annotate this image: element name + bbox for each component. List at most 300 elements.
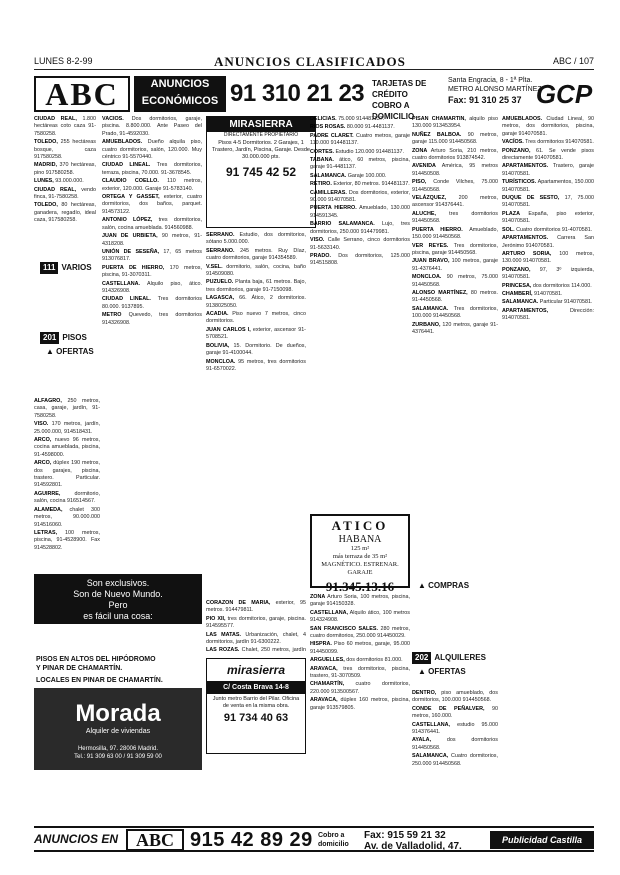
section-ofertas <box>46 346 94 358</box>
anuncios-label <box>134 76 226 112</box>
classified-ad-heading: VISO. <box>310 237 325 244</box>
classified-ad <box>412 211 498 226</box>
anuncios-line1: ANUNCIOS <box>150 78 210 90</box>
section-varios <box>40 262 92 274</box>
classified-ad <box>206 279 306 294</box>
classified-ad-heading: CORAZÓN DE MARÍA, <box>206 600 271 606</box>
issue-date: LUNES 8-2-99 <box>34 56 93 66</box>
morada-phone: Tel.: 91 309 63 00 / 91 309 59 00 <box>74 754 162 760</box>
classified-ad-text: exterior, 95 metros. 914479811. <box>206 600 306 614</box>
classified-ad-heading: ALUCHE, <box>412 210 436 217</box>
classified-ad-heading: DELICIAS. <box>310 116 337 122</box>
classified-ad-text: tres dormitorios, piscina, trastero, 91-3070509. <box>310 665 410 680</box>
classified-ad-text: Tres dormitorios, piscina, garaje 914450568. <box>412 242 498 256</box>
classified-ad-heading: SALAMANCA. <box>310 172 347 179</box>
classified-ad <box>102 296 202 311</box>
classified-ad-text: 120 metros, garaje 91-4376441. <box>412 321 498 335</box>
classified-ad-heading: ARCO, <box>34 460 52 467</box>
morada-intro1: PISOS EN ALTOS DEL HIPÓDROMO <box>36 656 156 663</box>
classified-ad <box>412 163 498 178</box>
classified-ad-heading: CIUDAD REAL, <box>34 116 77 122</box>
classified-ad <box>412 132 498 147</box>
classified-ad <box>412 306 498 321</box>
classified-ad <box>412 274 498 289</box>
classified-ad-heading: JUAN BRAVO, <box>412 258 450 265</box>
classified-ad-text: Chalet, 250 metros, jardín <box>241 647 306 654</box>
classified-ad-text: piso amueblado, dos dormitorios, 100.000 914450568. <box>412 690 498 704</box>
column-6 <box>412 116 498 576</box>
classified-ad-heading: DENTRO, <box>412 690 437 696</box>
classified-ad-heading: RETIRO. <box>310 181 332 188</box>
classified-ad-text: dúplex 190 metros, dos garajes, piscina, trastero. Particular. 914592801. <box>34 460 100 489</box>
classified-ad-text: 90 metros, garaje 115.000 914450568. <box>412 131 498 146</box>
classified-ad-text: Estudio 120.000 914481137. <box>333 148 405 155</box>
footer-street: Av. de Valladolid, 47. <box>364 841 462 852</box>
classified-ad <box>102 265 202 280</box>
atico-habana-ad <box>310 514 410 594</box>
classified-ad-text: Quevedo, tres dormitorios 914326908. <box>102 312 202 326</box>
anuncios-line2: ECONÓMICOS <box>141 95 219 107</box>
classified-ad <box>310 681 410 696</box>
atico-features: MAGNÉTICO. ESTRENAR. GARAJE <box>321 561 399 576</box>
classified-ad-text: nuevo 96 metros, cocina amueblada, piscina, 91-4598000. <box>34 437 100 458</box>
classified-ad-text: 280 metros, cuatro dormitorios, 250.000 914450029. <box>310 625 410 640</box>
classified-ad-heading: V.SEL. <box>206 263 223 270</box>
classified-ad-text: 17, 65 metros 913076817. <box>102 248 202 263</box>
page-footer <box>34 826 594 852</box>
classified-ad-text: 100 metros, 130.000 914070581. <box>502 250 594 265</box>
classified-ad-text: Alquilo ático, 100 metros 914324908. <box>310 609 410 624</box>
mirasierra-small-logo: mirasierra <box>226 663 286 677</box>
classified-ad <box>412 322 498 337</box>
classified-ad-text: Piso 60 metros, garaje, 95.000 914450099. <box>310 641 410 655</box>
classified-ad-heading: PADRE CLARET. <box>310 132 354 139</box>
classified-ad-text: dos dormitorios 114.000. <box>531 282 592 289</box>
classified-ad-text: Tres dormitorios, 100.000 914450568. <box>412 305 498 320</box>
classified-ad-text: Conde Vilches, 75.000 914450568. <box>412 179 498 193</box>
classified-ad <box>206 359 306 374</box>
classified-ad-heading: VACÍOS. <box>502 139 524 146</box>
classified-ad-text: Tres dormitorios, terraza, piscina, 70.000. 91-3678545. <box>102 162 202 176</box>
column-1-bottom <box>34 398 100 568</box>
classified-ad-text: 93.000.000. <box>53 178 84 185</box>
classified-ad-text: España, piso exterior, 914070581. <box>502 210 594 225</box>
gcp-address: Santa Engracia, 8 - 1ª Plta. <box>448 77 533 84</box>
classified-ad-text: dormitorio, salón, cocina, baño 914509080. <box>206 263 306 278</box>
classified-ad-heading: BARRIO SALAMANCA. <box>310 221 375 228</box>
classified-ad-heading: SERRANO. <box>206 247 235 254</box>
classified-ad-heading: CORTES. <box>310 148 334 155</box>
footer-cobro2: domicilio <box>318 841 349 848</box>
classified-ad-text: Dos dormitorios, 125.000 914515808. <box>310 252 410 267</box>
classified-ad-heading: PRADO. <box>310 252 331 259</box>
exclusive-line3: Pero <box>108 600 128 610</box>
section-varios-label: VARIOS <box>61 263 92 272</box>
morada-sub: Alquiler de viviendas <box>85 728 151 735</box>
classified-ad-heading: CIUDAD LINEAL. <box>102 296 151 303</box>
classified-ad <box>310 124 410 131</box>
classified-ad-text: Arturo Soria, 100 metros, piscina, garaje 914150328. <box>310 594 410 608</box>
classified-ad-heading: CLAUDIO COELLO. <box>102 178 159 185</box>
classified-ad <box>34 116 96 138</box>
classified-ad-text: Amueblado, 150.000 914450568. <box>412 226 498 241</box>
classified-ad-heading: LAS MATAS. <box>206 631 242 638</box>
classified-ad <box>102 194 202 216</box>
classified-ad-heading: MONCLOA. <box>206 358 236 365</box>
classified-ad <box>102 233 202 248</box>
atico-size: 125 m² <box>350 545 370 552</box>
classified-ad-heading: AGUIRRE, <box>34 490 61 497</box>
classified-ad <box>502 116 594 138</box>
classified-ad <box>310 237 410 252</box>
classified-ad-text: dos dormitorios 81.000. <box>344 657 403 664</box>
classified-ad <box>502 267 594 282</box>
classified-ad <box>310 157 410 172</box>
classified-ad <box>206 632 306 647</box>
classified-ad-text: 170 metros, jardín, 25.000.000, 914518431. <box>34 421 100 435</box>
classified-ad-text: 110 metros, exterior, 120.000. Garaje 91-5783140. <box>102 178 202 192</box>
mirasierra-small-address: C/ Costa Brava 14-8 <box>207 681 305 694</box>
exclusive-line4: es fácil una cosa: <box>83 611 153 621</box>
gcp-logo: GCP <box>535 79 593 109</box>
classified-ad <box>412 258 498 273</box>
section-alquileres <box>412 652 486 664</box>
classified-ad-heading: PISAN CHAMARTÍN, <box>412 116 466 122</box>
classified-ad-heading: AMUEBLADOS. <box>102 139 143 146</box>
arrow-icon: ▲ <box>418 667 429 676</box>
atico-title: ATICO <box>331 518 389 533</box>
section-pisos-label: PISOS <box>62 333 87 342</box>
classified-ad-text: 66. Ático, 2 dormitorios. 9138025050. <box>206 295 306 309</box>
classified-ad-text: dos dormitorios 914450568. <box>412 737 498 751</box>
classified-ad-heading: MADRID, <box>34 162 58 169</box>
classified-ad <box>412 690 498 705</box>
classified-ad-text: Lujo, tres dormitorios, 250.000 914479981. <box>310 221 410 235</box>
classified-ad-text: Dos dormitorios, garaje, piscina. 8.800.000. Ante Paseo del Prado, 91-4592030. <box>102 116 202 137</box>
classified-ad <box>102 178 202 193</box>
classified-ad <box>310 173 410 180</box>
morada-ad <box>34 652 202 770</box>
publicidad-castilla-logo: Publicidad Castilla <box>490 831 594 849</box>
classified-ad <box>102 139 202 161</box>
classified-ad <box>502 299 594 306</box>
classified-ad <box>502 235 594 250</box>
classified-ad-text: Calle Serrano, cinco dormitorios 91-5633140. <box>310 237 410 251</box>
banner-phone: 91 310 21 23 <box>230 80 365 107</box>
exclusive-cta: Información <box>85 625 150 640</box>
classified-ad <box>310 626 410 641</box>
classified-ad-heading: JUAN CARLOS I, <box>206 326 251 333</box>
classified-ad-text: Exterior, 80 metros. 914481137. <box>331 181 410 188</box>
classified-ad-heading: ACADIA. <box>206 311 229 318</box>
classified-ad-text: Tres dormitorios 80.000. 9137895. <box>102 296 202 310</box>
classified-ad-text: ático, 60 metros, piscina, garaje 91-4481137. <box>310 157 410 171</box>
classified-ad-heading: PIO XII, <box>206 615 226 622</box>
classified-ad-text: exterior, cuatro dormitorios, dos baños, parquet. 914573122. <box>102 194 202 215</box>
classified-ad-text: dúplex 160 metros, piscina, garaje 913579805. <box>310 697 410 711</box>
classified-ad-heading: SALAMANCA, <box>412 753 449 760</box>
section-alquileres-label: ALQUILERES <box>434 653 486 662</box>
classified-ad <box>310 181 410 188</box>
classified-ad-text: vendo finca, 91-7580258. <box>34 186 96 201</box>
classified-ad-text: 255 hectáreas bosque, caza 917580258. <box>34 139 96 161</box>
classified-ad <box>502 283 594 290</box>
section-ofertas-2 <box>418 666 466 678</box>
classified-ad <box>206 600 306 615</box>
footer-address <box>364 830 462 852</box>
footer-fax: Fax: 915 59 21 32 <box>364 830 446 841</box>
classified-ad-heading: CIUDAD REAL, <box>34 186 77 193</box>
classified-ad <box>34 530 100 552</box>
classified-ad-text: 200 metros, ascensor 914376441. <box>412 195 498 209</box>
abc-logo: ABC <box>34 76 130 112</box>
classified-ad-heading: AMUEBLADOS. <box>502 116 543 122</box>
classified-ad-heading: APARTAMENTOS, <box>502 307 549 314</box>
classified-ad-text: 1.800 hectáreas coto caza 91-7580258. <box>34 116 96 137</box>
morada-intro <box>34 652 202 688</box>
classified-ad <box>34 202 96 224</box>
classified-ad-text: Estudio, dos dormitorios, sótano 5.000.000. <box>206 232 306 246</box>
classified-ad-text: tres dormitorios, salón, cocina amueblada. 914560988. <box>102 217 202 231</box>
classified-ad-heading: PONZANO, <box>502 147 531 154</box>
classified-ad-text: Apartamentos, 150.000 914070581. <box>502 179 594 193</box>
section-ofertas-label: OFERTAS <box>56 347 94 356</box>
section-varios-number: 111 <box>40 262 58 274</box>
footer-abc-logo: ABC <box>126 829 184 851</box>
classified-ad-heading: CASTELLANA, <box>412 721 451 728</box>
classified-ad-heading: AVENIDA <box>412 163 436 170</box>
classified-ad-heading: PUZUELO. <box>206 279 234 286</box>
classified-ad-heading: ZURBANO, <box>412 321 441 328</box>
classified-ad-heading: ORTEGA Y GASSET, <box>102 194 160 201</box>
classified-ad-heading: VELÁZQUEZ, <box>412 195 447 202</box>
classified-ad <box>412 753 498 768</box>
atico-terrace: más terraza de 35 m² <box>332 553 388 560</box>
classified-ad-text: Trastero, garaje 914070581. <box>502 163 594 177</box>
section-pisos <box>40 332 87 344</box>
classified-ad-heading: CASTELLANA. <box>102 280 141 287</box>
classified-ad-heading: NUÑEZ BALBOA. <box>412 131 462 138</box>
classified-ad <box>206 248 306 263</box>
classified-ad-text: Dueño alquila piso, cuatro dormitorios, salón, 120.000. Muy céntrico 91-5570440. <box>102 139 202 161</box>
classified-ad-heading: AYALA, <box>412 737 432 744</box>
classified-ad <box>502 291 594 298</box>
classified-ad-heading: CIUDAD LINEAL. <box>102 162 151 169</box>
atico-phone: 91.345.13.16 <box>325 579 395 594</box>
morada-intro3: LOCALES EN PINAR DE CHAMARTÍN. <box>36 677 163 684</box>
classified-ad <box>206 343 306 358</box>
classified-ad <box>34 178 96 185</box>
classified-ad-text: 245 metros. Ruy Díaz, cuatro dormitorios, garaje 914354589. <box>206 247 306 262</box>
column-6-bottom <box>412 690 498 820</box>
classified-ad <box>502 179 594 194</box>
classified-ad-heading: SOL. <box>502 226 515 233</box>
classified-ad-heading: HISPRA. <box>310 641 332 648</box>
nuevo-mundo-ad <box>34 574 202 637</box>
classified-ad <box>102 162 202 177</box>
classified-ad-heading: MONCLOA. <box>412 274 442 281</box>
column-1-top <box>34 116 96 234</box>
classified-ad-text: 370 hectáreas, pino 917580258. <box>34 162 96 176</box>
classified-ad-text: América, 95 metros 914450508. <box>412 163 498 177</box>
classified-ad-heading: UNIÓN DE SESEÑA, <box>102 248 160 255</box>
section-title: ANUNCIOS CLASIFICADOS <box>214 54 406 69</box>
exclusive-line2: Son de Nuevo Mundo. <box>73 589 163 599</box>
section-ofertas-2-label: OFERTAS <box>428 667 466 676</box>
classified-ad-text: Planta baja, 61 metros. Bajo, tres dormitorios, garaje 91-7150098. <box>206 279 306 293</box>
column-4 <box>310 116 410 510</box>
page-header <box>34 54 594 70</box>
classified-ad <box>34 437 100 459</box>
morada-intro2: Y PINAR DE CHAMARTÍN. <box>36 665 123 672</box>
classified-ad <box>102 116 202 138</box>
footer-cobro <box>318 831 349 849</box>
classified-ad-heading: ANTONIO LÓPEZ, <box>102 217 153 224</box>
classified-ad <box>502 227 594 234</box>
classified-ad-heading: PONZANO, <box>502 266 531 273</box>
classified-ad-heading: CHAMARTÍN, <box>310 681 345 688</box>
classified-ad-heading: ARGUELLES, <box>310 657 345 664</box>
classified-ad-heading: SALAMANCA. <box>502 299 539 306</box>
classified-ad-text: 170 metros, piscina, 91-3070311. <box>102 264 202 279</box>
classified-ad-heading: LETRAS, <box>34 529 58 536</box>
classified-ad-heading: APARTAMENTOS. <box>502 163 549 170</box>
classified-ad-text: Particular 914070581. <box>538 299 593 306</box>
footer-label: ANUNCIOS EN <box>34 832 119 846</box>
classified-ad <box>310 657 410 664</box>
classified-ad-heading: ZONA <box>310 594 326 600</box>
classified-ad-text: 17, 75.000 914070581. <box>502 195 594 209</box>
classified-ad-text: cuatro dormitorios, 220.000 913500567. <box>310 681 410 695</box>
classified-ad-heading: TOLEDO, <box>34 139 58 146</box>
section-alquileres-number: 202 <box>412 652 431 664</box>
classified-ad <box>310 221 410 236</box>
classified-ad <box>412 227 498 242</box>
classified-ad <box>102 217 202 232</box>
classified-ad <box>502 308 594 323</box>
classified-ad-text: Urbanización, chalet, 4 dormitorios, jardín 91-6300222. <box>206 631 306 646</box>
tarjetas-line1: TARJETAS DE CRÉDITO <box>372 79 427 99</box>
classified-ad-text: 80 hectáreas, ganadera, regadío, ideal caza, 917580258. <box>34 202 96 224</box>
classified-ad <box>310 641 410 656</box>
classified-ad-text: 90 metros, 75.000 914450568. <box>412 274 498 288</box>
classified-ad <box>502 139 594 146</box>
classified-ad-heading: ALONSO MARTÍNEZ, <box>412 289 468 296</box>
classified-ad-heading: SAN FRANCISCO SALES. <box>310 625 378 632</box>
classified-ad <box>502 148 594 163</box>
classified-ad <box>412 243 498 258</box>
classified-ad <box>34 187 96 202</box>
classified-ad <box>206 232 306 247</box>
classified-ad-heading: TURÍSTICOS. <box>502 179 537 186</box>
classified-ad-heading: LAGASCA, <box>206 295 235 302</box>
classified-ad-heading: VISO. <box>34 421 49 428</box>
classified-ad-text: 90 metros, 91-4318208. <box>102 233 202 247</box>
classified-ad <box>34 162 96 177</box>
classified-ad-heading: TOLEDO, <box>34 202 58 209</box>
classified-ad-text: 90 metros, 160.000. <box>412 705 498 720</box>
classified-ad-text: 61. Se vende pisos directamente 914070581. <box>502 147 594 162</box>
classified-ad-heading: CASTELLANA, <box>310 609 349 616</box>
classified-ad <box>310 666 410 681</box>
classified-ad-text: Cuatro metros, garaje 110.000 914481137. <box>310 132 410 147</box>
classified-ad <box>412 116 498 131</box>
classified-ad-text: exterior, ascensor 91-5708521. <box>206 326 306 341</box>
classified-ad-text: 250 metros, casa, garaje, jardín, 91-7580258. <box>34 398 100 419</box>
classified-ad <box>412 737 498 752</box>
section-compras <box>418 580 469 592</box>
classified-ad <box>310 133 410 148</box>
classified-ad <box>412 722 498 737</box>
section-pisos-number: 201 <box>40 332 59 344</box>
classified-ad-heading: CONDE DE PEÑALVER, <box>412 705 485 712</box>
mirasierra-small-ad <box>206 658 306 754</box>
classified-ad-text: estudio 95.000 914376441. <box>412 721 498 736</box>
classified-ad <box>412 148 498 163</box>
classified-ad-text: Tres dormitorios 914070581. <box>523 139 594 146</box>
classified-ad-heading: PLAZA <box>502 210 520 217</box>
classified-ad-text: Piso nuevo 7 metros, cinco dormitorios. <box>206 311 306 325</box>
classified-ad-heading: VER REYES. <box>412 242 449 249</box>
gcp-fax: Fax: 91 310 25 37 <box>448 95 522 105</box>
classified-ad-heading: TABANA. <box>310 157 334 164</box>
classified-ad-text: 95 metros, tres dormitorios 91-6570022. <box>206 358 306 372</box>
classified-ad <box>310 149 410 156</box>
classified-ad-text: 75.000 914481137. <box>336 116 385 122</box>
classified-ad-heading: RIOS ROSAS. <box>310 124 346 131</box>
classified-ad <box>34 398 100 420</box>
classified-ad <box>34 460 100 490</box>
classified-ad-heading: PRINCESA, <box>502 282 532 289</box>
classified-ad <box>34 491 100 506</box>
classified-ad <box>310 190 410 205</box>
classified-ad-heading: PISO, <box>412 179 427 186</box>
classified-ad <box>206 264 306 279</box>
classified-ad <box>206 647 306 654</box>
classified-ad <box>34 421 100 436</box>
classified-ad-heading: PUERTA DE HIERRO, <box>102 264 165 271</box>
classified-ad-heading: ARAVACA, <box>310 697 338 704</box>
classified-ad-text: Arturo Soria, 210 metros, cuatro dormitorios 913874542. <box>412 147 498 162</box>
classified-ad-heading: DUQUE DE SESTO, <box>502 195 560 202</box>
classified-ad-heading: LUNES, <box>34 178 54 185</box>
footer-cobro1: Cobro a <box>318 832 345 839</box>
classified-ad-text: 80 metros. 91-4450568. <box>412 289 498 304</box>
classified-ad <box>102 249 202 264</box>
classified-ad-heading: PUERTA HIERRO. <box>412 226 463 233</box>
classified-ad-heading: ARCO, <box>34 437 52 444</box>
mirasierra-ad-body: Pisos 4-5 Dormitorios. 2 Garajes, 1 Trastero, Jardín, Piscina, Garaje. Desde 30.000.000 pts. <box>212 140 310 160</box>
classified-ad-heading: PUERTA HIERRO. <box>310 205 357 212</box>
classified-ad <box>502 251 594 266</box>
classified-ad <box>412 195 498 210</box>
classified-ad-heading: CHAMBERÍ, <box>502 290 533 297</box>
classified-ad <box>310 697 410 712</box>
classified-ad-heading: VACIOS. <box>102 116 124 122</box>
mirasierra-ad-phone: 91 745 42 52 <box>225 165 297 179</box>
classified-ad-heading: ALFAGRO, <box>34 398 62 404</box>
classified-ad-text: Cuatro dormitorios, 250.000 914450568. <box>412 753 498 767</box>
classified-ad-text: 15. Dormitorio. De dueños, garaje 91-4100044. <box>206 342 306 357</box>
classified-ad-heading: SERRANO. <box>206 232 235 238</box>
classified-ad <box>412 290 498 305</box>
morada-name: Morada <box>75 700 161 727</box>
classified-ad-heading: ARAVACA, <box>310 665 338 672</box>
mirasierra-ad-logo: MIRASIERRA <box>207 117 315 132</box>
footer-phone: 915 42 89 29 <box>190 829 313 851</box>
classified-ad-text: tres dormitorios, garaje, piscina. 914595577. <box>206 615 306 630</box>
column-4-bottom <box>206 600 306 654</box>
